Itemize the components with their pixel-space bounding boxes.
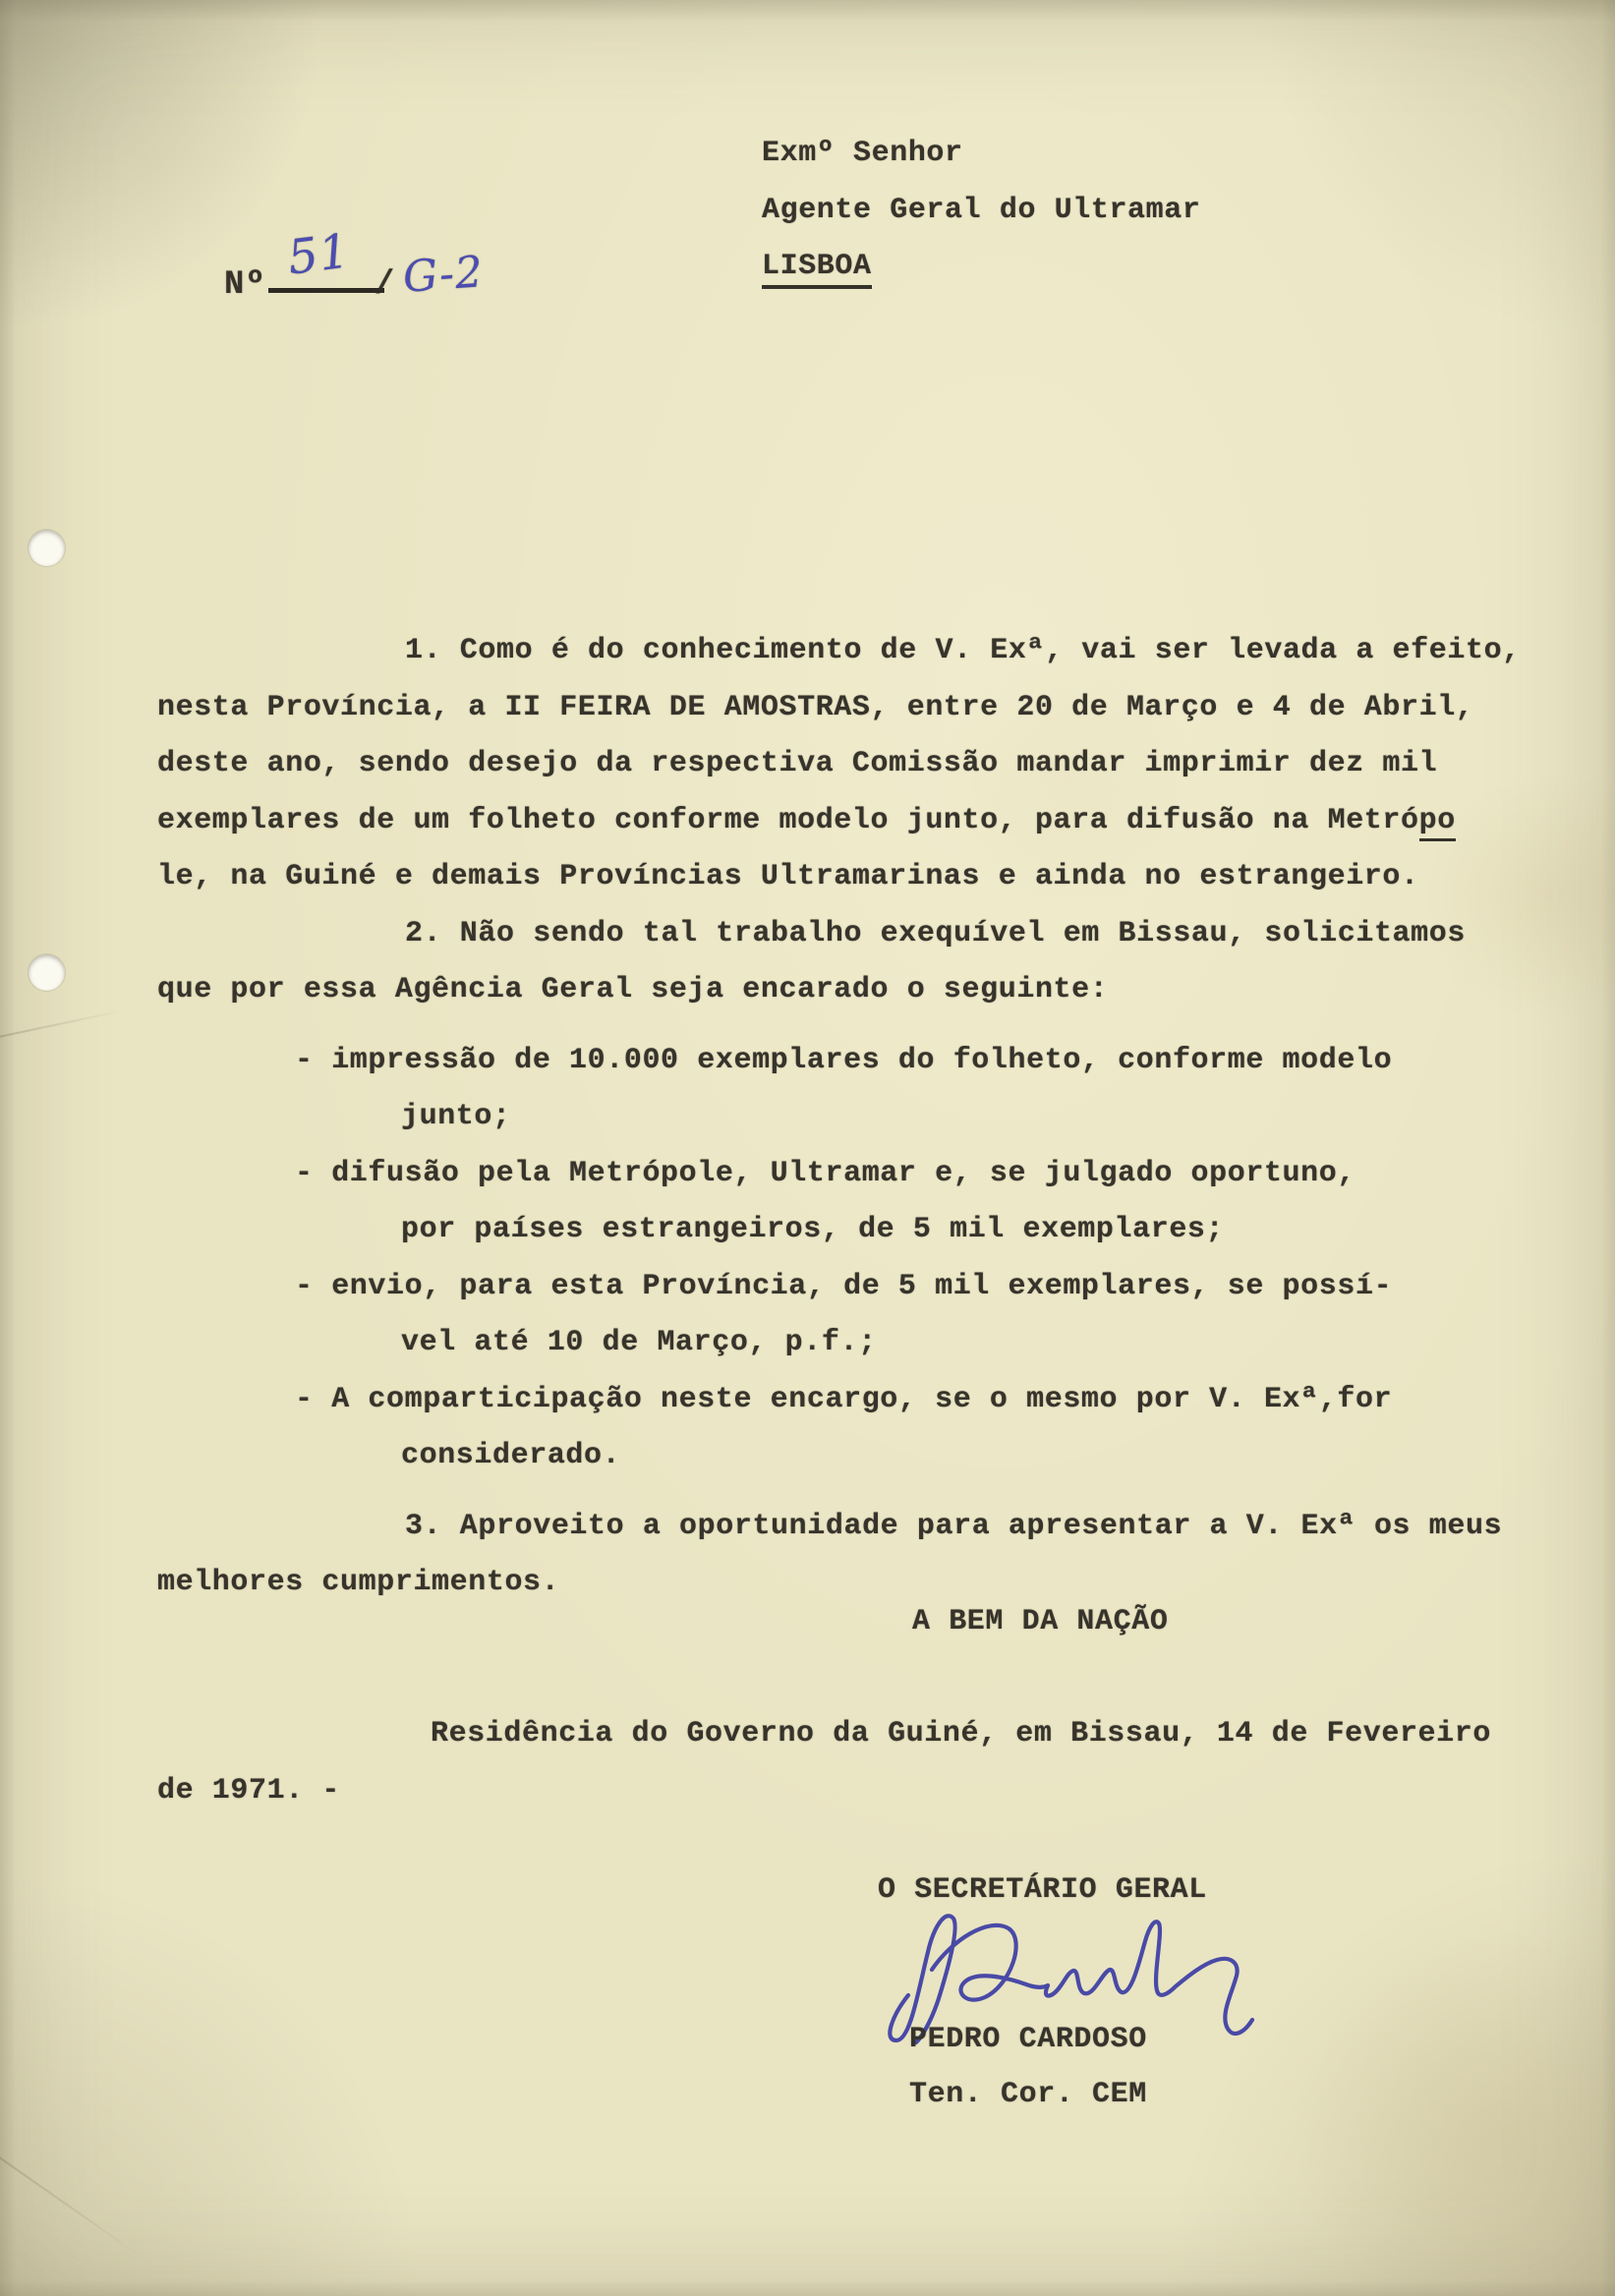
list-item-continuation: vel até 10 de Março, p.f.;: [401, 1326, 877, 1359]
punch-hole-top: [29, 530, 65, 566]
paper-crease: [0, 2149, 141, 2258]
text-line: le, na Guiné e demais Províncias Ultramarinas e ainda no estrangeiro.: [157, 860, 1419, 893]
text-segment: exemplares de um folheto conforme modelo junto, para difusão na Metró: [157, 803, 1419, 837]
letter-body: [157, 623, 1533, 1612]
list-item-continuation: junto;: [401, 1100, 511, 1133]
ref-number-handwritten: 51: [284, 223, 354, 286]
recipient-salutation: Exmº Senhor: [762, 137, 963, 170]
text-line: [157, 793, 1533, 850]
punch-hole-bottom: [29, 954, 65, 991]
list-item: - difusão pela Metrópole, Ultramar e, se julgado oportuno,: [295, 1156, 1355, 1190]
ref-code-handwritten: G-2: [401, 247, 486, 303]
text-line: 1. Como é do conhecimento de V. Exª, vai ser levada a efeito,: [405, 634, 1521, 667]
list-item-continuation: considerado.: [401, 1439, 621, 1472]
signature-title: O SECRETÁRIO GERAL: [878, 1873, 1207, 1907]
recipient-city: [762, 239, 1200, 296]
list-item: - A comparticipação neste encargo, se o mesmo por V. Exª,for: [295, 1382, 1393, 1416]
recipient-title: Agente Geral do Ultramar: [762, 193, 1201, 227]
text-line: que por essa Agência Geral seja encarado o seguinte:: [157, 973, 1109, 1006]
list-item-continuation: por países estrangeiros, de 5 mil exemplares;: [401, 1213, 1225, 1246]
signatory-name: PEDRO CARDOSO: [909, 2023, 1147, 2056]
text-line: de 1971. -: [157, 1773, 341, 1808]
text-line: melhores cumprimentos.: [157, 1566, 560, 1599]
text-line: 3. Aproveito a oportunidade para apresentar a V. Exª os meus: [405, 1509, 1503, 1543]
national-motto: A BEM DA NAÇÃO: [912, 1605, 1169, 1638]
ref-label: Nº: [224, 266, 266, 304]
text-line: 2. Não sendo tal trabalho exequível em Bissau, solicitamos: [405, 916, 1466, 950]
paper-crease: [0, 1008, 127, 1041]
paragraph-3: [157, 1499, 1533, 1612]
recipient-city-text: LISBOA: [762, 251, 872, 289]
signatory-rank: Ten. Cor. CEM: [909, 2078, 1147, 2111]
place-date-line: [157, 1706, 1491, 1819]
text-line: Residência do Governo da Guiné, em Bissau, 14 de Fevereiro: [431, 1717, 1491, 1751]
ref-underline: [268, 223, 384, 293]
list-item: - envio, para esta Província, de 5 mil exemplares, se possí-: [295, 1269, 1393, 1303]
hyphenation-underline: po: [1419, 804, 1456, 841]
recipient-address: [762, 126, 1200, 296]
paragraph-1: [157, 623, 1533, 906]
reference-number: [224, 223, 486, 304]
paragraph-2: [157, 906, 1533, 1019]
list-item: - impressão de 10.000 exemplares do folheto, conforme modelo: [295, 1043, 1393, 1077]
ref-slash: /: [374, 266, 396, 304]
text-line: deste ano, sendo desejo da respectiva Comissão mandar imprimir dez mil: [157, 747, 1438, 780]
request-list: [157, 1033, 1533, 1485]
text-line: nesta Província, a II FEIRA DE AMOSTRAS, entre 20 de Março e 4 de Abril,: [157, 690, 1474, 724]
